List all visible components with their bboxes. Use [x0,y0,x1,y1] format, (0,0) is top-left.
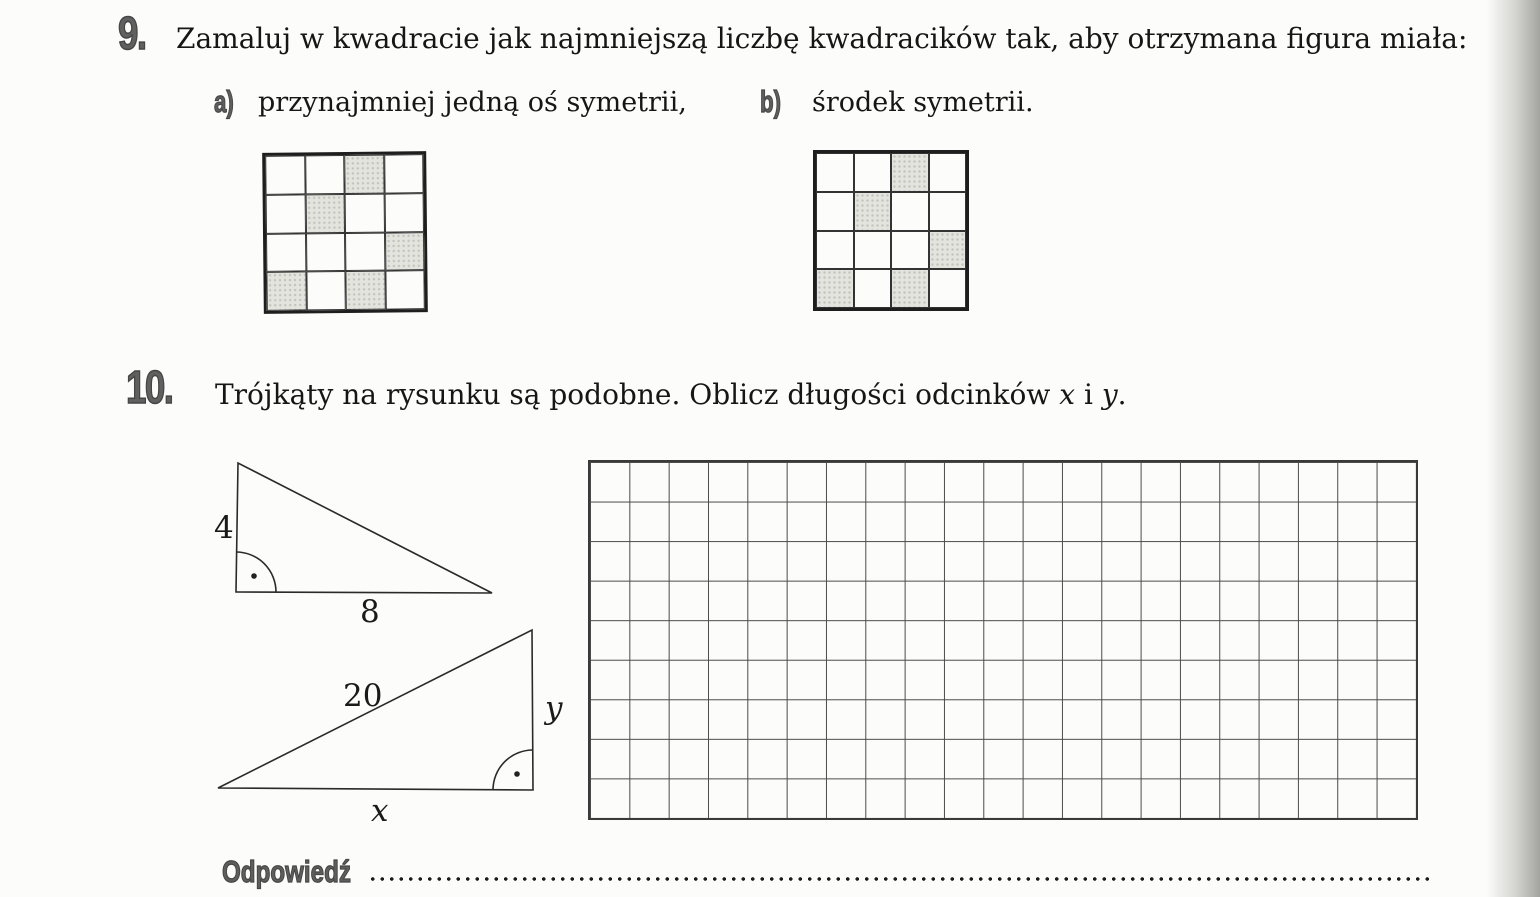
exercise9-part-a-text: przynajmniej jedną oś symetrii, [258,87,687,118]
grid-cell [816,231,854,270]
exercise9-part-a-label: a) [214,84,234,119]
exercise10-prompt-before: Trójkąty na rysunku są podobne. Oblicz długości odcinków [215,378,1060,411]
grid-cell [891,192,929,231]
grid-cell [266,194,306,233]
grid-cell [816,153,854,192]
side-label-8: 8 [360,594,380,628]
side-label-y: y [545,690,563,726]
exercise10-prompt-end: . [1117,378,1127,411]
side-label-20: 20 [343,678,383,714]
triangle-small-outline [236,463,492,593]
right-angle-dot [514,771,520,777]
grid-cell-shaded [816,269,854,308]
exercise9-number: 9. [118,7,146,59]
exercise9-prompt: Zamaluj w kwadracie jak najmniejszą liczbę kwadracików tak, aby otrzymana figura miała: [176,22,1468,55]
answer-dotted-line [368,875,1432,883]
exercise10-prompt-mid: i [1075,378,1102,411]
grid-cell [854,231,892,270]
side-label-4: 4 [214,510,234,546]
scan-shadow [1486,0,1540,897]
grid-cell-shaded [266,272,306,311]
grid-cell [929,192,967,231]
grid-cell [306,233,346,272]
grid-cell [345,232,385,271]
grid-cell [929,153,967,192]
grid-cell-shaded [305,194,345,233]
symmetry-grid-b [813,150,969,311]
grid-cell [265,155,305,194]
answer-label: Odpowiedź [222,854,351,889]
grid-cell-shaded [384,232,424,271]
grid-cell-shaded [891,269,929,308]
right-angle-arc [236,552,276,592]
grid-cell-shaded [929,231,967,270]
grid-cell-shaded [345,271,385,310]
exercise9-part-b-label: b) [760,84,782,119]
right-angle-dot [251,573,257,579]
grid-cell [384,193,424,232]
grid-cell [816,192,854,231]
symmetry-grid-a [262,151,428,314]
variable-y: y [1101,378,1118,411]
grid-cell-shaded [344,155,384,194]
grid-cell [345,193,385,232]
grid-cell-shaded [854,192,892,231]
grid-cell [929,269,967,308]
grid-cell [306,271,346,310]
grid-cell [891,231,929,270]
grid-cell-shaded [891,153,929,192]
squared-grid [588,460,1418,820]
grid-cell [385,270,425,309]
grid-cell [854,153,892,192]
variable-x: x [1059,378,1076,411]
right-angle-arc [493,750,533,790]
exercise9-part-b-text: środek symetrii. [812,87,1034,118]
triangle-small [200,450,520,628]
grid-cell [384,154,424,193]
grid-cell [854,269,892,308]
side-label-x: x [371,793,389,829]
grid-cell [266,233,306,272]
grid-cell [305,155,345,194]
triangle-large [195,616,595,831]
exercise10-number: 10. [126,361,173,413]
exercise10-prompt [215,378,1127,411]
